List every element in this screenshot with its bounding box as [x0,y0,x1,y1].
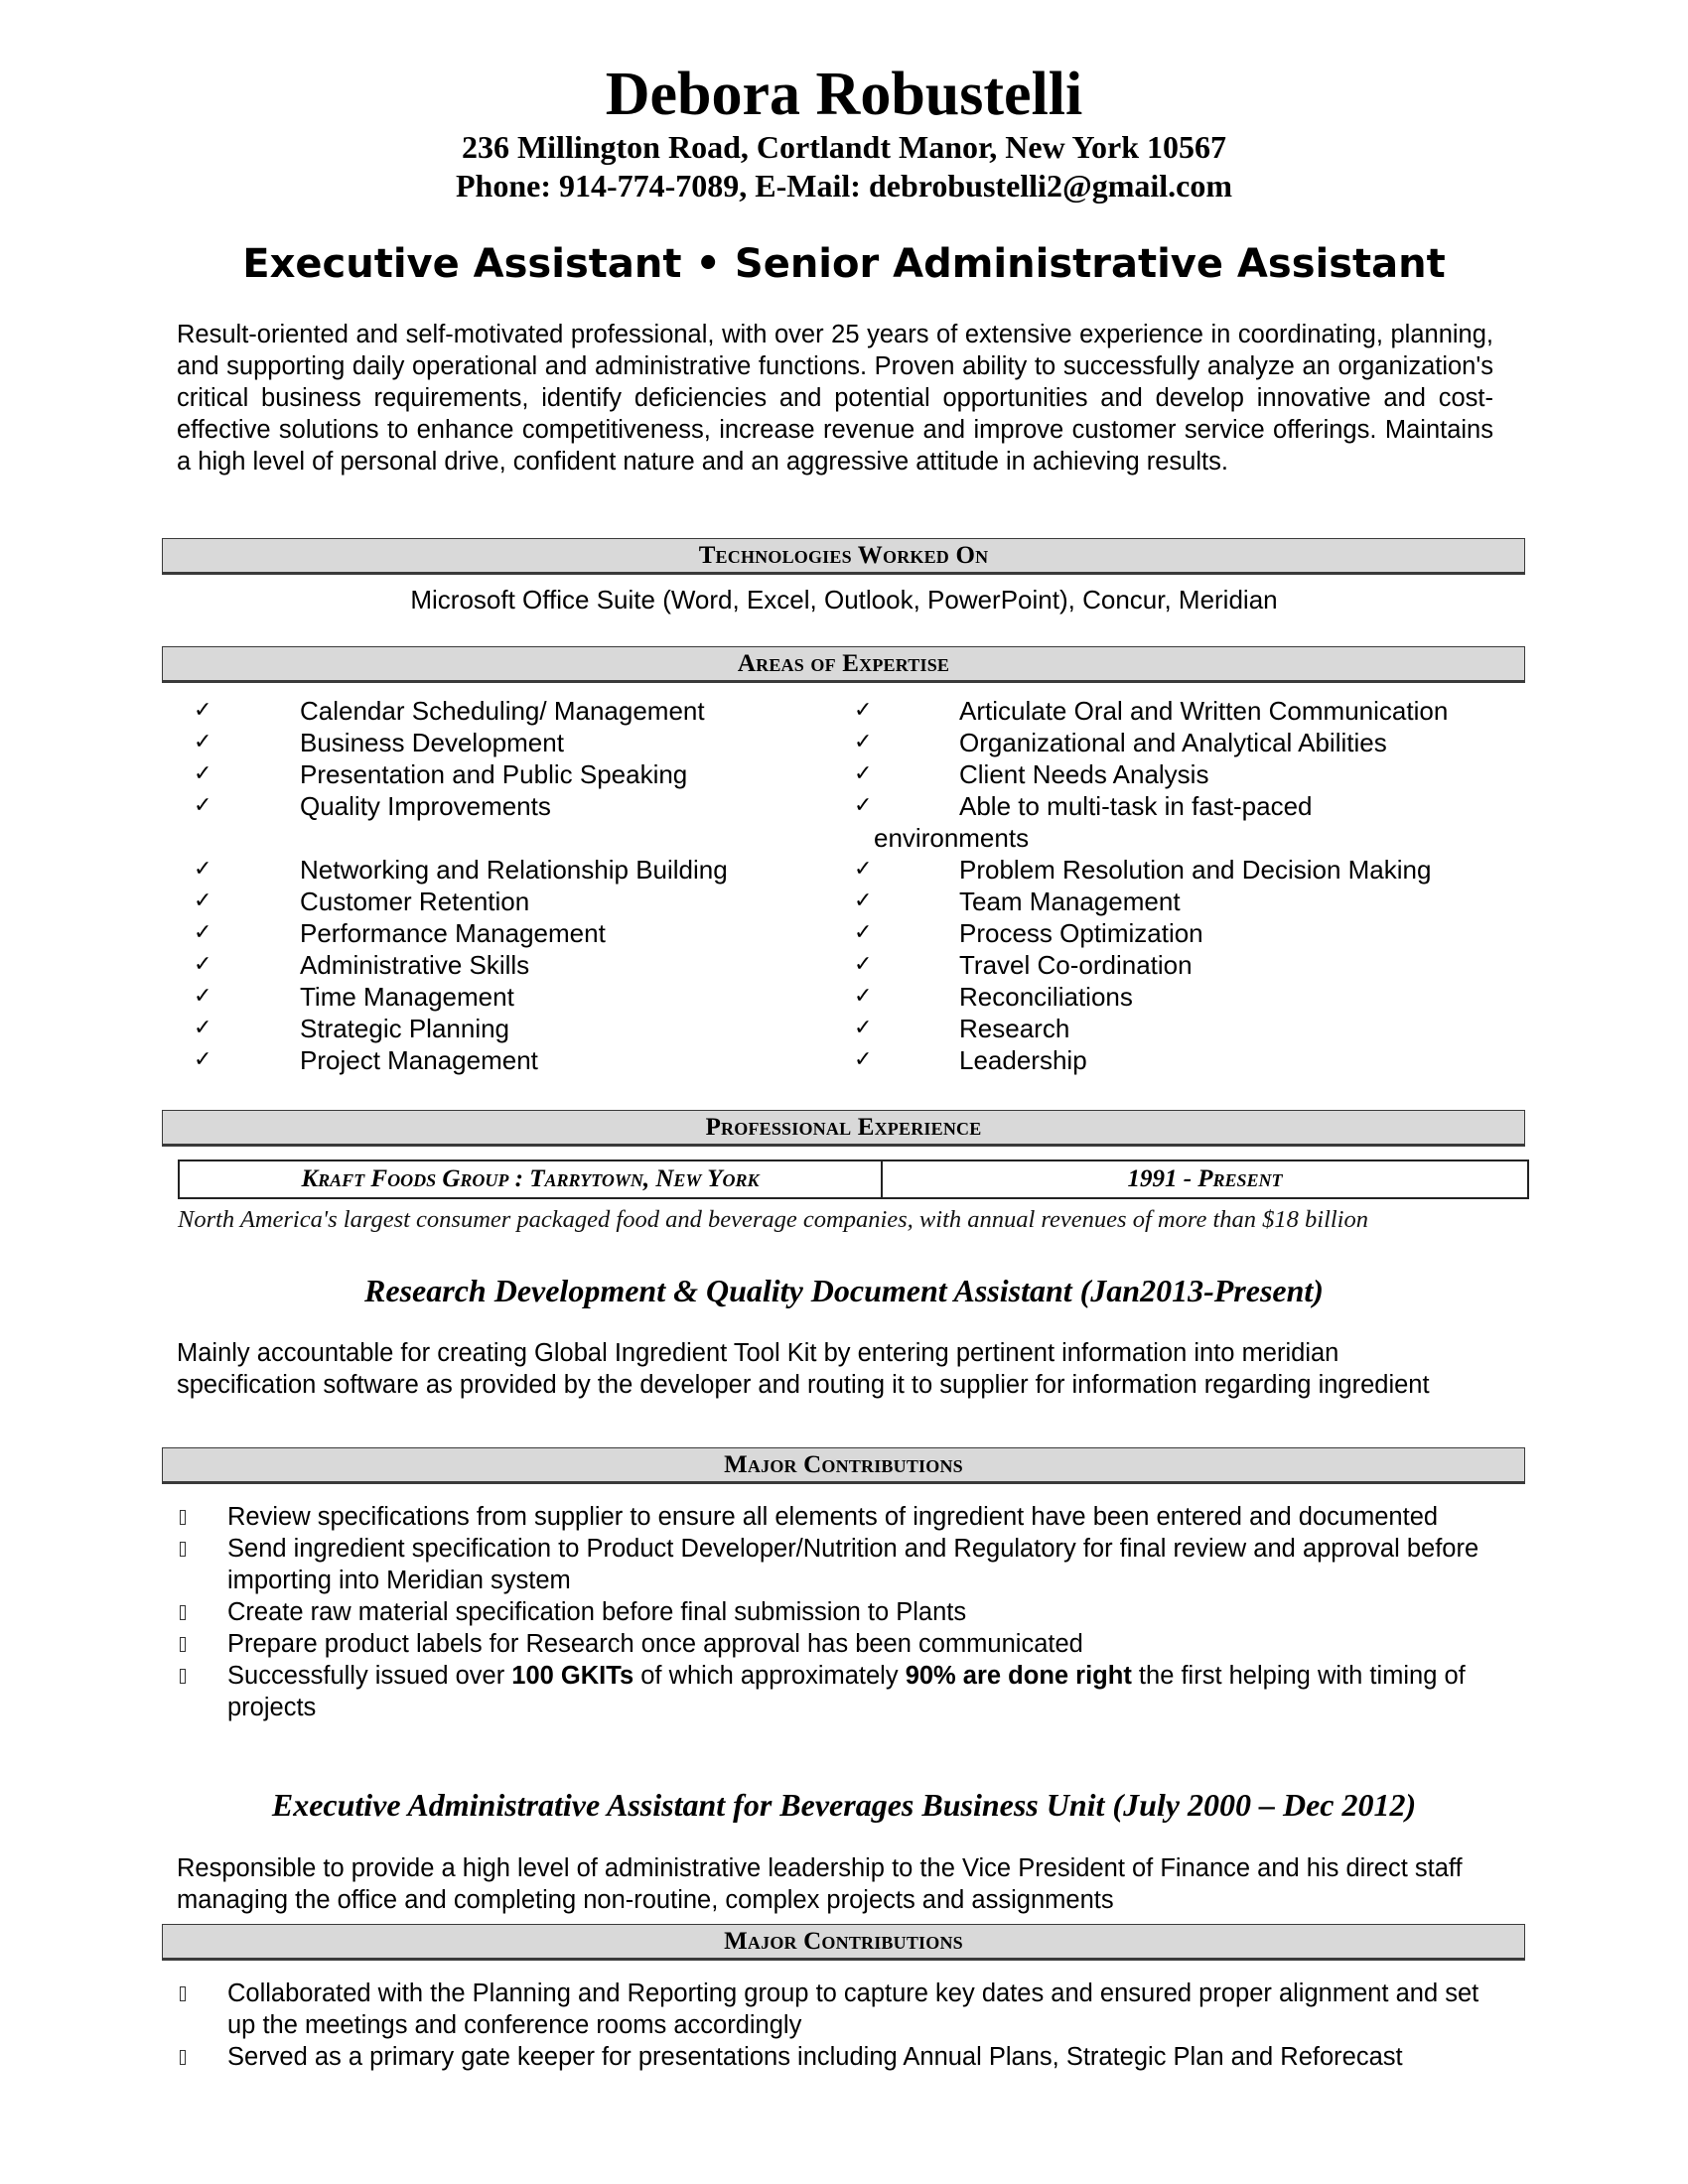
section-title: Professional Experience [705,1114,982,1141]
company-description: North America's largest consumer packaged food and beverage companies, with annual revenues of more than $18 billion [178,1206,1368,1233]
bullet-icon [180,1510,186,1525]
checkmark-icon: ✓ [854,1047,873,1072]
list-item: Review specifications from supplier to ensure all elements of ingredient have been entered and documented [0,1501,1493,1533]
role-title: Research Development & Quality Document Assistant (Jan2013-Present) [364,1273,1324,1308]
checkmark-icon: ✓ [194,1047,212,1072]
checkmark-icon: ✓ [194,984,212,1009]
checkmark-icon: ✓ [194,793,212,818]
checkmark-icon: ✓ [194,1016,212,1040]
headline: Executive Assistant • Senior Administrative Assistant [242,241,1446,287]
checkmark-icon: ✓ [194,952,212,977]
list-item: Collaborated with the Planning and Reporting group to capture key dates and ensured proper alignment and set up the meetings and conference rooms accordingly [0,1978,1493,2041]
checkmark-icon: ✓ [194,761,212,786]
list-item: ✓ Quality Improvements [194,791,551,821]
list-item: ✓ Travel Co-ordination [854,950,1193,980]
contact-line: Phone: 914-774-7089, E-Mail: debrobustelli2@gmail.com [455,168,1232,204]
list-item: ✓ Administrative Skills [194,950,530,980]
role-description: Responsible to provide a high level of administrative leadership to the Vice President of Finance and his direct staff managing the office and completing non-routine, complex projects and assignments [177,1854,1463,1914]
company-table [178,1160,1529,1199]
checkmark-icon: ✓ [194,920,212,945]
section-title: Major Contributions [724,1451,963,1478]
checkmark-icon: ✓ [854,793,873,818]
list-item: ✓ Networking and Relationship Building [194,855,728,885]
checkmark-icon: ✓ [194,698,212,723]
list-item: ✓ Research [854,1014,1070,1043]
bullet-icon [180,1669,186,1684]
candidate-name: Debora Robustelli [605,61,1083,128]
summary-paragraph: Result-oriented and self-motivated professional, with over 25 years of extensive experience in coordinating, planning, and supporting daily operational and administrative functions. Proven ability to successfully analyze an organization's critical business requirements, identify deficiencies and potential opportunities and develop innovative and cost-effective solutions to enhance competitiveness, increase revenue and improve customer service offerings. Maintains a high level of personal drive, confident nature and an aggressive attitude in achieving results. [177,321,1493,476]
list-item: Create raw material specification before final submission to Plants [0,1596,1493,1628]
checkmark-icon: ✓ [854,1016,873,1040]
list-item: ✓ Articulate Oral and Written Communication [854,696,1449,726]
address: 236 Millington Road, Cortlandt Manor, New York 10567 [461,129,1227,165]
checkmark-icon: ✓ [194,730,212,754]
checkmark-icon: ✓ [854,698,873,723]
list-item: ✓ Client Needs Analysis [854,759,1209,789]
section-header-technologies [162,538,1525,575]
list-item: ✓ Reconciliations [854,982,1133,1012]
list-item: ✓ Business Development [194,728,564,757]
technologies-list: Microsoft Office Suite (Word, Excel, Outlook, PowerPoint), Concur, Meridian [410,585,1278,614]
list-item: ✓ Presentation and Public Speaking [194,759,688,789]
list-item-continuation: environments [874,823,1030,853]
bullet-icon [180,1986,186,2001]
section-header-contributions [162,1447,1525,1484]
checkmark-icon: ✓ [854,984,873,1009]
list-item: ✓ Time Management [194,982,514,1012]
bullet-icon [180,1542,186,1557]
checkmark-icon: ✓ [194,857,212,882]
employment-dates: 1991 - Present [1127,1165,1283,1192]
list-item: ✓ Strategic Planning [194,1014,510,1043]
section-header-expertise [162,646,1525,683]
list-item: ✓ Process Optimization [854,918,1203,948]
bullet-icon [180,1605,186,1620]
checkmark-icon: ✓ [854,888,873,913]
list-item: ✓ Performance Management [194,918,606,948]
list-item: ✓ Calendar Scheduling/ Management [194,696,705,726]
section-title: Major Contributions [724,1928,963,1955]
list-item: ✓ Project Management [194,1045,538,1075]
list-item: ✓ Able to multi-task in fast-paced [854,791,1313,821]
list-item: ✓ Team Management [854,887,1181,916]
role-title: Executive Administrative Assistant for Beverages Business Unit (July 2000 – Dec 2012) [271,1787,1417,1823]
checkmark-icon: ✓ [194,888,212,913]
list-item: ✓ Problem Resolution and Decision Making [854,855,1432,885]
checkmark-icon: ✓ [854,730,873,754]
checkmark-icon: ✓ [854,952,873,977]
section-header-contributions [162,1924,1525,1961]
checkmark-icon: ✓ [854,920,873,945]
list-item: ✓ Customer Retention [194,887,530,916]
role-description: Mainly accountable for creating Global Ingredient Tool Kit by entering pertinent information into meridian specification software as provided by the developer and routing it to supplier for information regarding ingredient [177,1339,1430,1399]
bullet-icon [180,2050,186,2065]
list-item: Send ingredient specification to Product Developer/Nutrition and Regulatory for final review and approval before importing into Meridian system [0,1533,1493,1596]
list-item: Prepare product labels for Research once approval has been communicated [0,1628,1493,1660]
company-name: Kraft Foods Group : Tarrytown, New York [180,1161,883,1197]
contributions-list [0,1978,1688,2073]
list-item: Served as a primary gate keeper for presentations including Annual Plans, Strategic Plan and Reforecast [0,2041,1493,2073]
checkmark-icon: ✓ [854,857,873,882]
expertise-right-column [0,695,1688,1076]
bullet-icon [180,1637,186,1652]
list-item: ✓ Leadership [854,1045,1087,1075]
section-header-experience [162,1110,1525,1147]
section-title: Technologies Worked On [698,542,989,569]
checkmark-icon: ✓ [854,761,873,786]
section-title: Areas of Expertise [737,650,950,677]
list-item: Successfully issued over 100 GKITs of which approximately 90% are done right the first helping with timing of projects [0,1660,1493,1723]
contributions-list [0,1501,1688,1723]
list-item: ✓ Organizational and Analytical Abilities [854,728,1387,757]
